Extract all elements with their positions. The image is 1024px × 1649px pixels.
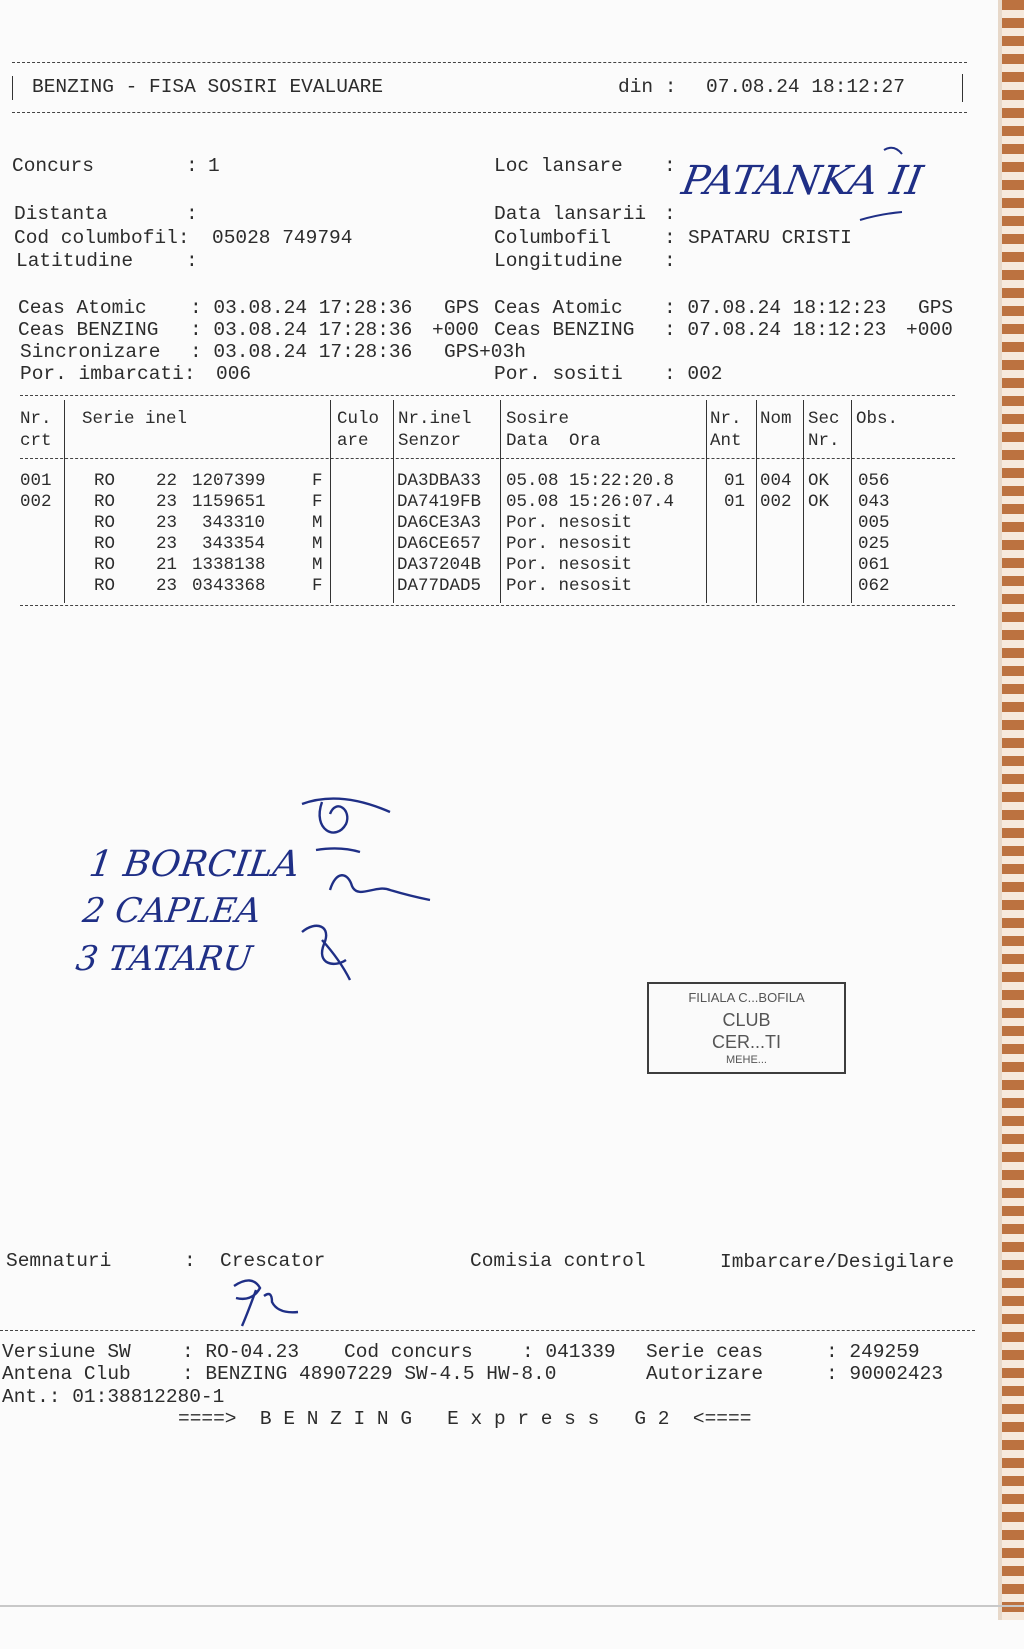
header-title: BENZING - FISA SOSIRI EVALUARE [32,76,384,98]
autorizare-label: Autorizare [646,1363,764,1385]
ceas-benzing-right-label: Ceas BENZING [494,319,635,341]
header-timestamp: 07.08.24 18:12:27 [706,76,905,98]
longitudine-label: Longitudine [494,250,623,272]
table-top-rule [20,395,955,396]
row-country: RO [94,576,116,596]
row-nr: 001 [20,471,52,491]
paper-edge [1002,0,1024,1620]
footer-rule [0,1330,975,1331]
row-obs: 025 [858,534,890,554]
ceas-atomic-left-suffix: GPS [444,297,480,319]
header-bottom-rule [12,112,967,113]
row-sosire: Por. nesosit [506,555,633,575]
row-year: 23 [156,492,178,512]
row-sosire: 05.08 15:22:20.8 [506,471,675,491]
cod-columbofil-label: Cod columbofil: [14,227,190,249]
header-left-border [12,76,13,100]
antena-value: : BENZING 48907229 SW-4.5 HW-8.0 [182,1363,557,1385]
row-senzor: DA37204B [397,555,482,575]
header-right-border [962,74,963,102]
row-sosire: Por. nesosit [506,534,633,554]
data-lansarii-sep: : [664,203,676,225]
row-obs: 062 [858,576,890,596]
paper-crease [0,1605,1024,1607]
ceas-atomic-right-label: Ceas Atomic [494,297,623,319]
por-imbarcati-value: 006 [216,363,252,385]
cod-concurs-label: Cod concurs [344,1341,473,1363]
loc-lansare-label: Loc lansare [494,155,623,177]
row-ant: 01 [724,492,746,512]
row-year: 23 [156,576,178,596]
row-senzor: DA6CE657 [397,534,482,554]
distanta-sep: : [186,203,198,225]
th-culoare-2: are [337,431,369,451]
row-sec: OK [808,492,830,512]
ceas-benzing-left-suffix: +000 [432,319,479,341]
row-country: RO [94,513,116,533]
semnaturi-sep: : [184,1250,196,1272]
row-sex: M [312,513,323,533]
svg-text:1 BORCILA: 1 BORCILA [86,842,303,885]
row-year: 23 [156,534,178,554]
row-sex: F [312,576,323,596]
row-year: 22 [156,471,178,491]
row-obs: 061 [858,555,890,575]
serie-ceas-value: : 249259 [826,1341,920,1363]
row-sex: M [312,555,323,575]
crescator-signature [222,1272,322,1332]
por-sositi-value: : 002 [664,363,723,385]
row-senzor: DA3DBA33 [397,471,482,491]
club-stamp [647,982,846,1074]
row-ring: 343310 [202,513,266,533]
brand-line: ====> B E N Z I N G E x p r e s s G 2 <==== [178,1408,752,1430]
th-sec-2: Nr. [808,431,840,451]
row-nom: 004 [760,471,792,491]
ceas-benzing-right-value: : 07.08.24 18:12:23 [664,319,887,341]
th-serie: Serie inel [82,409,188,429]
initials-signatures [302,799,430,980]
stamp-line-1: FILIALA C...BOFILA [688,990,805,1005]
crescator-label: Crescator [220,1250,326,1272]
row-senzor: DA6CE3A3 [397,513,482,533]
ceas-atomic-right-value: : 07.08.24 18:12:23 [664,297,887,319]
ant-line: Ant.: 01:38812280-1 [2,1386,225,1408]
table-col-divider-3 [393,400,394,603]
row-country: RO [94,492,116,512]
antena-label: Antena Club [2,1363,131,1385]
row-sec: OK [808,471,830,491]
sincronizare-suffix: GPS+03h [444,341,526,363]
svg-text:3 TATARU: 3 TATARU [73,939,255,979]
row-ring: 343354 [202,534,266,554]
ceas-atomic-left-value: : 03.08.24 17:28:36 [190,297,413,319]
row-country: RO [94,471,116,491]
table-col-divider-2 [330,400,331,603]
row-country: RO [94,534,116,554]
handwritten-location [678,138,927,228]
cod-concurs-value: : 041339 [522,1341,616,1363]
stamp-line-2: CLUB [722,1010,771,1030]
table-bottom-rule [20,605,955,606]
row-ring: 0343368 [192,576,266,596]
svg-text:PATANKA II: PATANKA II [678,157,927,204]
row-sosire: Por. nesosit [506,513,633,533]
autorizare-value: : 90002423 [826,1363,944,1385]
row-nr: 002 [20,492,52,512]
th-culoare-1: Culo [337,409,380,429]
row-year: 23 [156,513,178,533]
distanta-label: Distanta [14,203,108,225]
row-obs: 043 [858,492,890,512]
por-imbarcati-label: Por. imbarcati: [20,363,196,385]
stamp-line-4: MEHE... [726,1054,767,1066]
row-sex: F [312,471,323,491]
table-col-divider-4 [500,400,501,603]
row-year: 21 [156,555,178,575]
columbofil-sep: : [664,227,676,249]
comisia-label: Comisia control [470,1250,646,1272]
th-nr-inel-2: Senzor [398,431,462,451]
header-din-label: din : [618,76,677,98]
ceas-atomic-right-suffix: GPS [918,297,954,319]
concurs-sep: : [186,155,198,177]
th-nr-2: crt [20,431,52,451]
table-col-divider-6 [756,400,757,603]
longitudine-sep: : [664,250,676,272]
row-sex: M [312,534,323,554]
serie-ceas-label: Serie ceas [646,1341,764,1363]
row-ring: 1159651 [192,492,266,512]
por-sositi-label: Por. sositi [494,363,623,385]
table-header-rule [20,458,955,459]
concurs-label: Concurs [12,155,94,177]
stamp-line-3: CER...TI [711,1032,781,1052]
versiune-value: : RO-04.23 [182,1341,300,1363]
row-ring: 1207399 [192,471,266,491]
ceas-benzing-left-label: Ceas BENZING [18,319,159,341]
versiune-label: Versiune SW [2,1341,131,1363]
th-ant-2: Ant [710,431,742,451]
row-sex: F [312,492,323,512]
semnaturi-label: Semnaturi [6,1250,112,1272]
row-ant: 01 [724,471,746,491]
th-nom: Nom [760,409,792,429]
ceas-benzing-left-value: : 03.08.24 17:28:36 [190,319,413,341]
sincronizare-value: : 03.08.24 17:28:36 [190,341,413,363]
ceas-atomic-left-label: Ceas Atomic [18,297,147,319]
table-col-divider-1 [64,400,65,603]
table-col-divider-8 [851,400,852,603]
th-ant-1: Nr. [710,409,742,429]
cod-columbofil-value: 05028 749794 [212,227,353,249]
header-top-rule [12,62,967,63]
table-col-divider-5 [706,400,707,603]
sincronizare-label: Sincronizare [20,341,161,363]
row-senzor: DA77DAD5 [397,576,482,596]
table-col-divider-7 [803,400,804,603]
th-nr-1: Nr. [20,409,52,429]
columbofil-value: SPATARU CRISTI [688,227,852,249]
row-obs: 005 [858,513,890,533]
latitudine-sep: : [186,250,198,272]
concurs-value: 1 [208,155,220,177]
th-sosire-1: Sosire [506,409,570,429]
th-sosire-2: Data Ora [506,431,601,451]
data-lansarii-label: Data lansarii [494,203,647,225]
row-country: RO [94,555,116,575]
row-senzor: DA7419FB [397,492,482,512]
svg-text:2 CAPLEA: 2 CAPLEA [80,891,264,931]
th-sec-1: Sec [808,409,840,429]
row-sosire: Por. nesosit [506,576,633,596]
columbofil-label: Columbofil [494,227,612,249]
row-obs: 056 [858,471,890,491]
ceas-benzing-right-suffix: +000 [906,319,953,341]
th-nr-inel-1: Nr.inel [398,409,472,429]
latitudine-label: Latitudine [16,250,134,272]
loc-lansare-sep: : [664,155,676,177]
row-nom: 002 [760,492,792,512]
handwritten-names [73,790,450,1000]
row-sosire: 05.08 15:26:07.4 [506,492,675,512]
th-obs: Obs. [856,409,899,429]
row-ring: 1338138 [192,555,266,575]
imbarcare-label: Imbarcare/Desigilare [720,1251,955,1273]
